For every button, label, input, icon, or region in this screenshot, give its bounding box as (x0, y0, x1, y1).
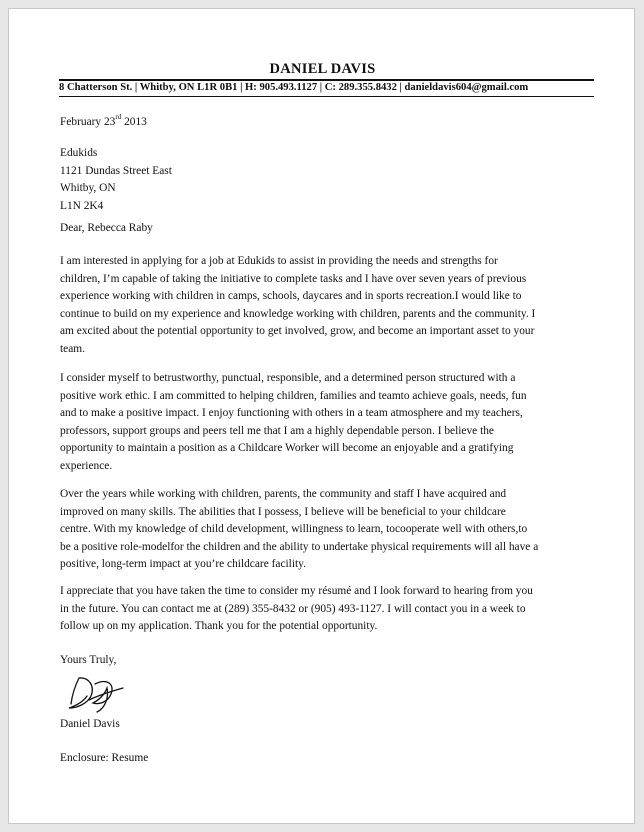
recipient-line: Edukids (60, 147, 98, 159)
sender-contact-line: 8 Chatterson St. | Whitby, ON L1R 0B1 | H: 905.493.1127 | C: 289.355.8432 | danieldavis604@gmail.com (59, 82, 529, 93)
signature-image (65, 672, 125, 714)
recipient-line: Whitby, ON (60, 182, 116, 195)
enclosure-note: Enclosure: Resume (60, 752, 149, 764)
recipient-address (60, 145, 600, 215)
header-rule-top (59, 79, 594, 81)
paragraph-closing-remarks: I appreciate that you have taken the time to consider my résumé and I look forward to hearing from you in the future. You can contact me at (289) 355-8432 or (905) 493-1127. I will contact you in a week to follow up on my application. Thank you for the potential opportunity. (60, 585, 533, 633)
letter-date: February 23rd 2013 (60, 113, 147, 128)
letter-page (8, 8, 635, 824)
salutation: Dear, Rebecca Raby (60, 222, 153, 234)
closing-phrase: Yours Truly, (60, 654, 117, 666)
recipient-line: L1N 2K4 (60, 199, 104, 212)
recipient-line: 1121 Dundas Street East (60, 164, 172, 177)
paragraph-skills: Over the years while working with children, parents, the community and staff I have acquired and improved on many skills. The abilities that I possess, I believe will be beneficial to your childcare centre. With my knowledge of child development, willingness to learn, tocooperate well with others,to be a positive role-modelfor the children and the ability to undertake physical requirements will all have a positive, long-term impact at you’re childcare facility. (60, 488, 539, 571)
header-rule-bottom (59, 96, 594, 97)
signer-name: Daniel Davis (60, 718, 120, 730)
paragraph-qualities: I consider myself to betrustworthy, punctual, responsible, and a determined person structured with a positive work ethic. I am committed to helping children, families and teamto achieve goals, needs, fun and to make a positive impact. I enjoy functioning with others in a team atmosphere and my teachers, professors, support groups and peers tell me that I am a highly dependable person. I believe the opportunity to maintain a position as a Childcare Worker will become an enjoyable and a gratifying experience. (60, 372, 527, 472)
paragraph-interest: I am interested in applying for a job at Edukids to assist in providing the needs and strengths for children, I’m capable of taking the initiative to complete tasks and I have over seven years of previous experience working with children in camps, schools, daycares and in sports recreation.I would like to continue to build on my experience and knowledge working with children, parents and the community. I am excited about the potential opportunity to get involved, grow, and become an important asset to your team. (60, 255, 536, 355)
sender-name: DANIEL DAVIS (269, 61, 376, 77)
